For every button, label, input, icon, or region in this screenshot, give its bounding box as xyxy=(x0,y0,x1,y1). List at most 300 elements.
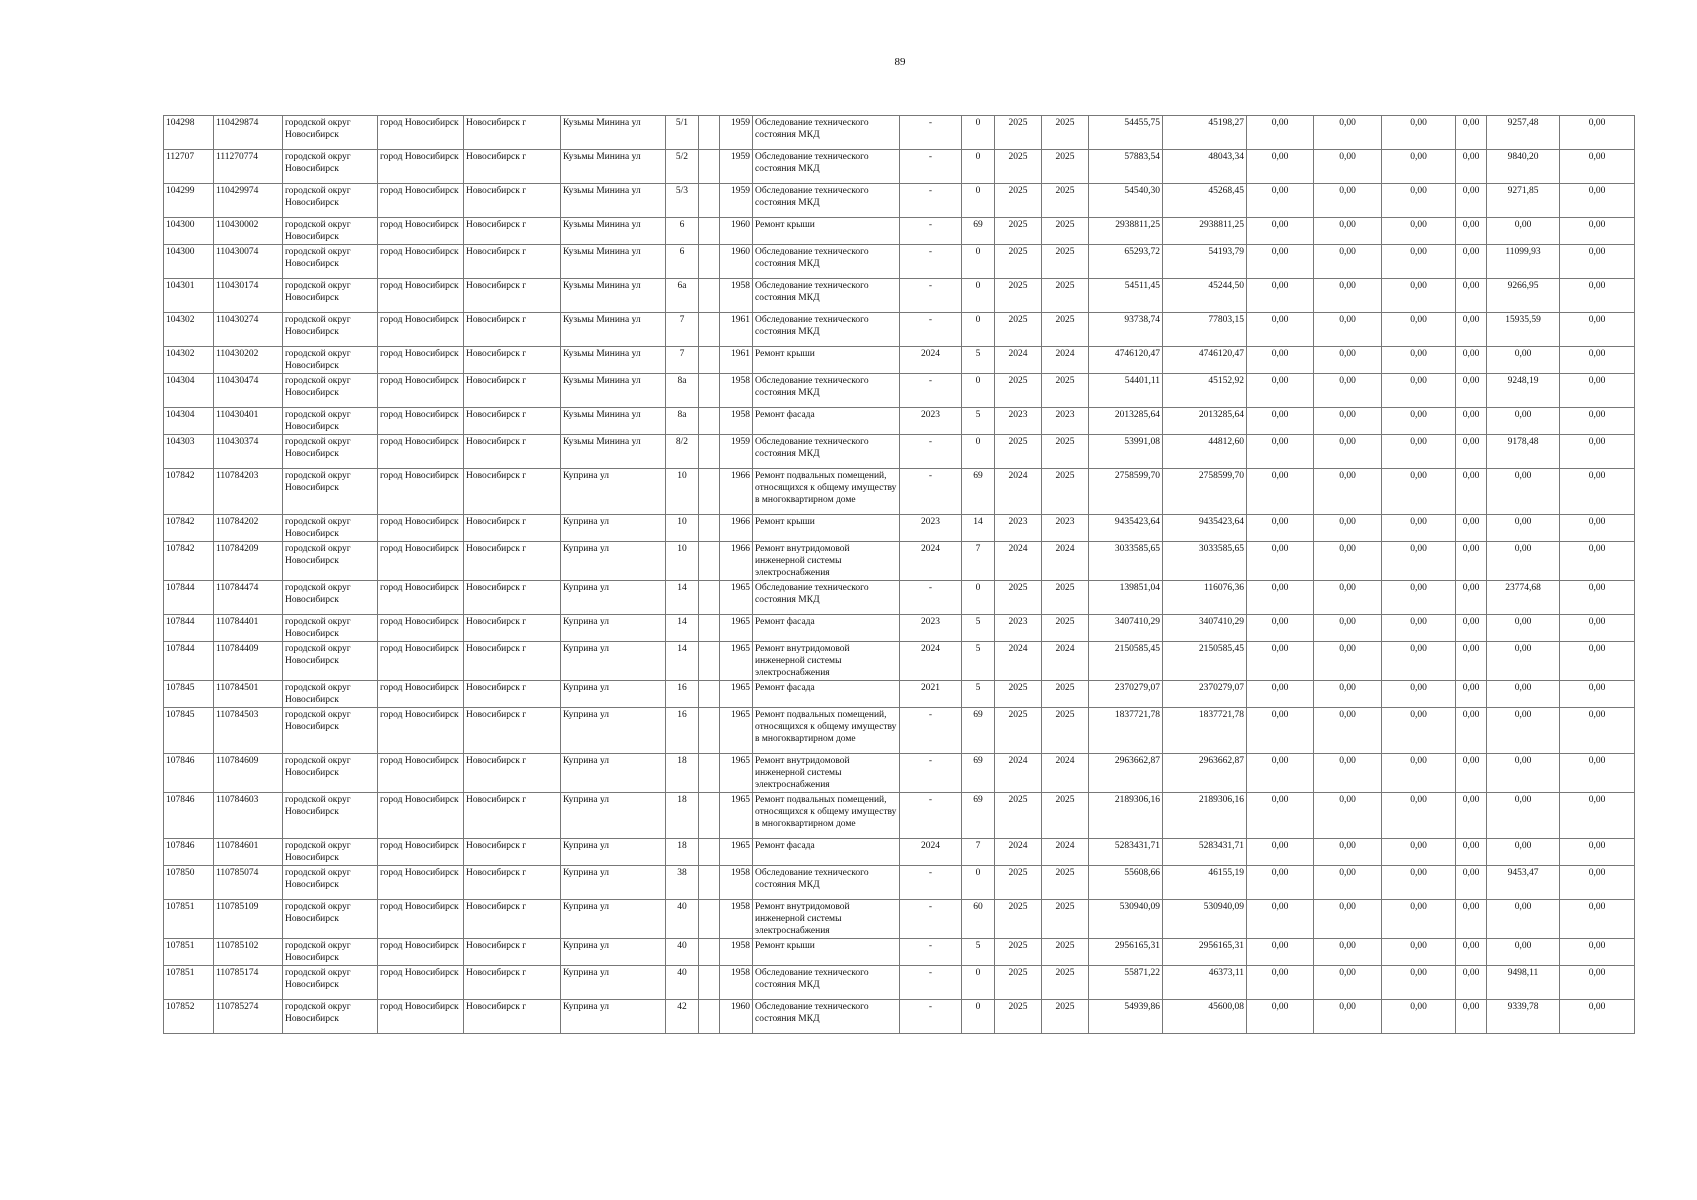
cell-start-year: 2025 xyxy=(995,681,1042,708)
cell-budget-regional: 0,00 xyxy=(1314,708,1382,754)
cell-year-built: 1965 xyxy=(720,581,753,615)
cell-other-source: 0,00 xyxy=(1456,900,1487,939)
cell-extra: 0,00 xyxy=(1560,435,1635,469)
cell-code: 110784203 xyxy=(214,469,283,515)
cell-other-source: 0,00 xyxy=(1456,347,1487,374)
cell-end-year: 2025 xyxy=(1042,966,1089,1000)
cell-budget-federal: 0,00 xyxy=(1247,900,1314,939)
cell-building xyxy=(699,681,720,708)
cell-year-built: 1959 xyxy=(720,116,753,150)
cell-end-year: 2025 xyxy=(1042,116,1089,150)
cell-work-type: Обследование технического состояния МКД xyxy=(753,581,900,615)
cell-budget-local: 0,00 xyxy=(1382,793,1456,839)
cell-owner-funds: 0,00 xyxy=(1487,542,1560,581)
cell-budget-regional: 0,00 xyxy=(1314,279,1382,313)
cell-year-built: 1966 xyxy=(720,515,753,542)
cell-id: 107845 xyxy=(164,708,214,754)
cell-end-year: 2025 xyxy=(1042,184,1089,218)
cell-work-type: Ремонт фасада xyxy=(753,615,900,642)
cell-locality: Новосибирск г xyxy=(464,966,561,1000)
cell-budget-regional: 0,00 xyxy=(1314,374,1382,408)
cell-other-source: 0,00 xyxy=(1456,435,1487,469)
cell-street: Куприна ул xyxy=(561,966,666,1000)
cell-municipal-district: городской округ Новосибирск xyxy=(283,681,378,708)
cell-year-built: 1965 xyxy=(720,681,753,708)
cell-plan-year: 2023 xyxy=(900,515,962,542)
cell-extra: 0,00 xyxy=(1560,793,1635,839)
cell-locality: Новосибирск г xyxy=(464,615,561,642)
cell-street: Кузьмы Минина ул xyxy=(561,313,666,347)
table-row xyxy=(164,839,1635,866)
cell-work-type: Ремонт внутридомовой инженерной системы электроснабжения xyxy=(753,900,900,939)
cell-start-year: 2025 xyxy=(995,374,1042,408)
cell-fund-amount: 46155,19 xyxy=(1163,866,1247,900)
cell-other-source: 0,00 xyxy=(1456,279,1487,313)
cell-start-year: 2024 xyxy=(995,542,1042,581)
cell-year-built: 1959 xyxy=(720,184,753,218)
cell-building xyxy=(699,542,720,581)
cell-start-year: 2025 xyxy=(995,866,1042,900)
cell-start-year: 2024 xyxy=(995,754,1042,793)
cell-end-year: 2024 xyxy=(1042,839,1089,866)
cell-budget-local: 0,00 xyxy=(1382,347,1456,374)
cell-end-year: 2024 xyxy=(1042,347,1089,374)
cell-fund-amount: 45244,50 xyxy=(1163,279,1247,313)
cell-work-type: Обследование технического состояния МКД xyxy=(753,184,900,218)
cell-work-type: Обследование технического состояния МКД xyxy=(753,374,900,408)
cell-building xyxy=(699,900,720,939)
cell-start-year: 2025 xyxy=(995,939,1042,966)
cell-budget-local: 0,00 xyxy=(1382,245,1456,279)
cell-year-built: 1960 xyxy=(720,1000,753,1034)
cell-end-year: 2025 xyxy=(1042,939,1089,966)
cell-year-built: 1961 xyxy=(720,313,753,347)
cell-fund-amount: 45268,45 xyxy=(1163,184,1247,218)
cell-settlement: город Новосибирск xyxy=(378,581,464,615)
cell-work-type: Ремонт фасада xyxy=(753,839,900,866)
cell-settlement: город Новосибирск xyxy=(378,708,464,754)
cell-work-type: Обследование технического состояния МКД xyxy=(753,150,900,184)
cell-id: 107845 xyxy=(164,681,214,708)
cell-code: 110784409 xyxy=(214,642,283,681)
cell-building xyxy=(699,581,720,615)
cell-id: 107844 xyxy=(164,615,214,642)
cell-settlement: город Новосибирск xyxy=(378,245,464,279)
cell-plan-year: - xyxy=(900,245,962,279)
cell-owner-funds: 0,00 xyxy=(1487,218,1560,245)
cell-budget-regional: 0,00 xyxy=(1314,793,1382,839)
cell-start-year: 2025 xyxy=(995,966,1042,1000)
cell-owner-funds: 0,00 xyxy=(1487,642,1560,681)
cell-extra: 0,00 xyxy=(1560,116,1635,150)
cell-end-year: 2025 xyxy=(1042,900,1089,939)
cell-house-number: 42 xyxy=(666,1000,699,1034)
cell-year-built: 1965 xyxy=(720,754,753,793)
cell-id: 107842 xyxy=(164,515,214,542)
cell-budget-federal: 0,00 xyxy=(1247,435,1314,469)
cell-fund-amount: 45198,27 xyxy=(1163,116,1247,150)
cell-plan-year: - xyxy=(900,866,962,900)
cell-other-source: 0,00 xyxy=(1456,469,1487,515)
cell-plan-year: 2021 xyxy=(900,681,962,708)
cell-fund-amount: 46373,11 xyxy=(1163,966,1247,1000)
cell-code: 110430401 xyxy=(214,408,283,435)
cell-municipal-district: городской округ Новосибирск xyxy=(283,150,378,184)
cell-owner-funds: 11099,93 xyxy=(1487,245,1560,279)
cell-total-cost: 2938811,25 xyxy=(1089,218,1163,245)
cell-budget-regional: 0,00 xyxy=(1314,939,1382,966)
cell-fund-amount: 530940,09 xyxy=(1163,900,1247,939)
cell-locality: Новосибирск г xyxy=(464,754,561,793)
table-row xyxy=(164,708,1635,754)
table-row xyxy=(164,939,1635,966)
cell-owner-funds: 0,00 xyxy=(1487,408,1560,435)
cell-owner-funds: 9840,20 xyxy=(1487,150,1560,184)
table-row xyxy=(164,245,1635,279)
cell-municipal-district: городской округ Новосибирск xyxy=(283,435,378,469)
cell-locality: Новосибирск г xyxy=(464,681,561,708)
table-row xyxy=(164,515,1635,542)
cell-work-type: Ремонт внутридомовой инженерной системы электроснабжения xyxy=(753,642,900,681)
cell-total-cost: 4746120,47 xyxy=(1089,347,1163,374)
cell-municipal-district: городской округ Новосибирск xyxy=(283,279,378,313)
cell-start-year: 2024 xyxy=(995,839,1042,866)
cell-settlement: город Новосибирск xyxy=(378,435,464,469)
cell-locality: Новосибирск г xyxy=(464,435,561,469)
cell-end-year: 2024 xyxy=(1042,754,1089,793)
cell-extra: 0,00 xyxy=(1560,681,1635,708)
cell-start-year: 2025 xyxy=(995,279,1042,313)
cell-owner-funds: 0,00 xyxy=(1487,754,1560,793)
cell-owner-funds: 15935,59 xyxy=(1487,313,1560,347)
cell-budget-local: 0,00 xyxy=(1382,1000,1456,1034)
cell-budget-local: 0,00 xyxy=(1382,581,1456,615)
cell-total-cost: 54401,11 xyxy=(1089,374,1163,408)
cell-work-type: Ремонт подвальных помещений, относящихся к общему имуществу в многоквартирном доме xyxy=(753,793,900,839)
cell-budget-regional: 0,00 xyxy=(1314,966,1382,1000)
cell-year-built: 1959 xyxy=(720,435,753,469)
cell-house-number: 10 xyxy=(666,515,699,542)
cell-budget-local: 0,00 xyxy=(1382,116,1456,150)
cell-street: Куприна ул xyxy=(561,793,666,839)
cell-fund-amount: 2938811,25 xyxy=(1163,218,1247,245)
cell-settlement: город Новосибирск xyxy=(378,116,464,150)
cell-start-year: 2025 xyxy=(995,581,1042,615)
cell-budget-local: 0,00 xyxy=(1382,615,1456,642)
cell-code: 110785174 xyxy=(214,966,283,1000)
cell-fund-amount: 2150585,45 xyxy=(1163,642,1247,681)
cell-municipal-district: городской округ Новосибирск xyxy=(283,966,378,1000)
cell-building xyxy=(699,793,720,839)
cell-end-year: 2025 xyxy=(1042,866,1089,900)
cell-work-type: Обследование технического состояния МКД xyxy=(753,435,900,469)
cell-total-cost: 53991,08 xyxy=(1089,435,1163,469)
cell-work-type: Ремонт фасада xyxy=(753,681,900,708)
cell-total-cost: 55871,22 xyxy=(1089,966,1163,1000)
cell-start-year: 2024 xyxy=(995,469,1042,515)
cell-extra: 0,00 xyxy=(1560,642,1635,681)
cell-start-year: 2025 xyxy=(995,435,1042,469)
cell-end-year: 2025 xyxy=(1042,581,1089,615)
cell-municipal-district: городской округ Новосибирск xyxy=(283,469,378,515)
cell-year-built: 1960 xyxy=(720,245,753,279)
cell-wear-percent: 69 xyxy=(962,218,995,245)
cell-house-number: 18 xyxy=(666,754,699,793)
cell-wear-percent: 5 xyxy=(962,615,995,642)
cell-total-cost: 2150585,45 xyxy=(1089,642,1163,681)
cell-start-year: 2025 xyxy=(995,900,1042,939)
cell-id: 107846 xyxy=(164,839,214,866)
cell-locality: Новосибирск г xyxy=(464,150,561,184)
cell-building xyxy=(699,408,720,435)
cell-budget-local: 0,00 xyxy=(1382,218,1456,245)
cell-building xyxy=(699,515,720,542)
cell-plan-year: - xyxy=(900,374,962,408)
cell-work-type: Обследование технического состояния МКД xyxy=(753,866,900,900)
cell-budget-local: 0,00 xyxy=(1382,469,1456,515)
cell-settlement: город Новосибирск xyxy=(378,184,464,218)
table-row xyxy=(164,347,1635,374)
cell-id: 107850 xyxy=(164,866,214,900)
cell-budget-local: 0,00 xyxy=(1382,542,1456,581)
cell-total-cost: 2189306,16 xyxy=(1089,793,1163,839)
cell-wear-percent: 0 xyxy=(962,374,995,408)
cell-street: Кузьмы Минина ул xyxy=(561,245,666,279)
cell-wear-percent: 69 xyxy=(962,708,995,754)
cell-total-cost: 2963662,87 xyxy=(1089,754,1163,793)
cell-wear-percent: 0 xyxy=(962,184,995,218)
cell-settlement: город Новосибирск xyxy=(378,515,464,542)
cell-municipal-district: городской округ Новосибирск xyxy=(283,515,378,542)
cell-end-year: 2025 xyxy=(1042,313,1089,347)
cell-end-year: 2025 xyxy=(1042,469,1089,515)
cell-id: 107842 xyxy=(164,469,214,515)
cell-plan-year: - xyxy=(900,116,962,150)
cell-id: 104302 xyxy=(164,313,214,347)
cell-start-year: 2023 xyxy=(995,515,1042,542)
cell-end-year: 2025 xyxy=(1042,1000,1089,1034)
cell-other-source: 0,00 xyxy=(1456,642,1487,681)
cell-extra: 0,00 xyxy=(1560,184,1635,218)
cell-work-type: Обследование технического состояния МКД xyxy=(753,245,900,279)
cell-other-source: 0,00 xyxy=(1456,939,1487,966)
cell-start-year: 2025 xyxy=(995,184,1042,218)
cell-settlement: город Новосибирск xyxy=(378,374,464,408)
cell-street: Кузьмы Минина ул xyxy=(561,218,666,245)
cell-extra: 0,00 xyxy=(1560,900,1635,939)
cell-extra: 0,00 xyxy=(1560,469,1635,515)
cell-code: 110429974 xyxy=(214,184,283,218)
cell-code: 110430174 xyxy=(214,279,283,313)
cell-start-year: 2024 xyxy=(995,642,1042,681)
cell-wear-percent: 0 xyxy=(962,313,995,347)
cell-locality: Новосибирск г xyxy=(464,581,561,615)
cell-start-year: 2023 xyxy=(995,615,1042,642)
cell-house-number: 16 xyxy=(666,681,699,708)
cell-work-type: Ремонт крыши xyxy=(753,515,900,542)
cell-settlement: город Новосибирск xyxy=(378,681,464,708)
cell-plan-year: - xyxy=(900,939,962,966)
cell-settlement: город Новосибирск xyxy=(378,793,464,839)
cell-year-built: 1966 xyxy=(720,542,753,581)
cell-locality: Новосибирск г xyxy=(464,793,561,839)
cell-total-cost: 2758599,70 xyxy=(1089,469,1163,515)
cell-plan-year: - xyxy=(900,581,962,615)
cell-wear-percent: 0 xyxy=(962,150,995,184)
cell-work-type: Обследование технического состояния МКД xyxy=(753,279,900,313)
cell-end-year: 2025 xyxy=(1042,374,1089,408)
cell-end-year: 2025 xyxy=(1042,435,1089,469)
cell-budget-local: 0,00 xyxy=(1382,313,1456,347)
cell-other-source: 0,00 xyxy=(1456,218,1487,245)
cell-plan-year: - xyxy=(900,469,962,515)
cell-budget-local: 0,00 xyxy=(1382,681,1456,708)
cell-id: 104298 xyxy=(164,116,214,150)
cell-id: 107846 xyxy=(164,793,214,839)
cell-municipal-district: городской округ Новосибирск xyxy=(283,839,378,866)
cell-plan-year: - xyxy=(900,279,962,313)
cell-wear-percent: 5 xyxy=(962,681,995,708)
cell-budget-federal: 0,00 xyxy=(1247,708,1314,754)
cell-street: Кузьмы Минина ул xyxy=(561,150,666,184)
cell-fund-amount: 77803,15 xyxy=(1163,313,1247,347)
cell-locality: Новосибирск г xyxy=(464,515,561,542)
cell-owner-funds: 9257,48 xyxy=(1487,116,1560,150)
cell-plan-year: - xyxy=(900,184,962,218)
cell-end-year: 2025 xyxy=(1042,615,1089,642)
cell-wear-percent: 60 xyxy=(962,900,995,939)
cell-code: 110784609 xyxy=(214,754,283,793)
cell-budget-local: 0,00 xyxy=(1382,900,1456,939)
cell-extra: 0,00 xyxy=(1560,245,1635,279)
cell-locality: Новосибирск г xyxy=(464,347,561,374)
cell-total-cost: 3407410,29 xyxy=(1089,615,1163,642)
cell-street: Куприна ул xyxy=(561,581,666,615)
cell-fund-amount: 9435423,64 xyxy=(1163,515,1247,542)
cell-owner-funds: 0,00 xyxy=(1487,900,1560,939)
cell-id: 104300 xyxy=(164,245,214,279)
table-row xyxy=(164,900,1635,939)
cell-year-built: 1965 xyxy=(720,793,753,839)
table-row xyxy=(164,615,1635,642)
cell-work-type: Обследование технического состояния МКД xyxy=(753,966,900,1000)
cell-code: 110430274 xyxy=(214,313,283,347)
cell-budget-federal: 0,00 xyxy=(1247,374,1314,408)
cell-fund-amount: 2370279,07 xyxy=(1163,681,1247,708)
cell-owner-funds: 0,00 xyxy=(1487,615,1560,642)
cell-budget-federal: 0,00 xyxy=(1247,542,1314,581)
cell-house-number: 7 xyxy=(666,347,699,374)
cell-code: 110785074 xyxy=(214,866,283,900)
cell-building xyxy=(699,615,720,642)
cell-budget-local: 0,00 xyxy=(1382,866,1456,900)
cell-budget-regional: 0,00 xyxy=(1314,615,1382,642)
cell-budget-local: 0,00 xyxy=(1382,374,1456,408)
cell-street: Кузьмы Минина ул xyxy=(561,116,666,150)
cell-settlement: город Новосибирск xyxy=(378,347,464,374)
cell-id: 112707 xyxy=(164,150,214,184)
cell-budget-local: 0,00 xyxy=(1382,408,1456,435)
cell-house-number: 18 xyxy=(666,793,699,839)
cell-id: 104300 xyxy=(164,218,214,245)
table-row xyxy=(164,184,1635,218)
cell-extra: 0,00 xyxy=(1560,615,1635,642)
cell-plan-year: - xyxy=(900,708,962,754)
cell-settlement: город Новосибирск xyxy=(378,966,464,1000)
cell-total-cost: 54939,86 xyxy=(1089,1000,1163,1034)
cell-budget-federal: 0,00 xyxy=(1247,313,1314,347)
cell-municipal-district: городской округ Новосибирск xyxy=(283,754,378,793)
cell-settlement: город Новосибирск xyxy=(378,900,464,939)
cell-fund-amount: 45152,92 xyxy=(1163,374,1247,408)
cell-work-type: Ремонт фасада xyxy=(753,408,900,435)
cell-code: 110785102 xyxy=(214,939,283,966)
cell-fund-amount: 3033585,65 xyxy=(1163,542,1247,581)
cell-plan-year: 2024 xyxy=(900,542,962,581)
cell-end-year: 2023 xyxy=(1042,408,1089,435)
cell-budget-regional: 0,00 xyxy=(1314,839,1382,866)
table-row xyxy=(164,681,1635,708)
cell-street: Кузьмы Минина ул xyxy=(561,408,666,435)
cell-fund-amount: 44812,60 xyxy=(1163,435,1247,469)
cell-street: Куприна ул xyxy=(561,681,666,708)
cell-owner-funds: 9248,19 xyxy=(1487,374,1560,408)
cell-code: 110784601 xyxy=(214,839,283,866)
cell-house-number: 8а xyxy=(666,374,699,408)
cell-code: 110430002 xyxy=(214,218,283,245)
cell-id: 107844 xyxy=(164,642,214,681)
table-body xyxy=(164,116,1635,1034)
cell-house-number: 38 xyxy=(666,866,699,900)
cell-extra: 0,00 xyxy=(1560,966,1635,1000)
cell-wear-percent: 0 xyxy=(962,1000,995,1034)
cell-locality: Новосибирск г xyxy=(464,279,561,313)
cell-settlement: город Новосибирск xyxy=(378,642,464,681)
cell-settlement: город Новосибирск xyxy=(378,939,464,966)
cell-house-number: 5/1 xyxy=(666,116,699,150)
cell-budget-local: 0,00 xyxy=(1382,279,1456,313)
cell-budget-regional: 0,00 xyxy=(1314,900,1382,939)
cell-owner-funds: 0,00 xyxy=(1487,793,1560,839)
cell-other-source: 0,00 xyxy=(1456,184,1487,218)
cell-street: Куприна ул xyxy=(561,542,666,581)
cell-settlement: город Новосибирск xyxy=(378,279,464,313)
cell-house-number: 14 xyxy=(666,581,699,615)
cell-locality: Новосибирск г xyxy=(464,469,561,515)
cell-plan-year: - xyxy=(900,1000,962,1034)
cell-total-cost: 9435423,64 xyxy=(1089,515,1163,542)
cell-wear-percent: 69 xyxy=(962,793,995,839)
cell-end-year: 2025 xyxy=(1042,708,1089,754)
cell-settlement: город Новосибирск xyxy=(378,1000,464,1034)
cell-municipal-district: городской округ Новосибирск xyxy=(283,866,378,900)
cell-fund-amount: 2013285,64 xyxy=(1163,408,1247,435)
cell-wear-percent: 7 xyxy=(962,839,995,866)
cell-other-source: 0,00 xyxy=(1456,408,1487,435)
cell-settlement: город Новосибирск xyxy=(378,408,464,435)
cell-start-year: 2025 xyxy=(995,116,1042,150)
cell-budget-regional: 0,00 xyxy=(1314,1000,1382,1034)
cell-budget-regional: 0,00 xyxy=(1314,581,1382,615)
cell-year-built: 1961 xyxy=(720,347,753,374)
cell-code: 110784501 xyxy=(214,681,283,708)
cell-budget-regional: 0,00 xyxy=(1314,408,1382,435)
cell-end-year: 2024 xyxy=(1042,642,1089,681)
cell-id: 104299 xyxy=(164,184,214,218)
cell-work-type: Ремонт крыши xyxy=(753,218,900,245)
cell-settlement: город Новосибирск xyxy=(378,839,464,866)
cell-budget-federal: 0,00 xyxy=(1247,150,1314,184)
